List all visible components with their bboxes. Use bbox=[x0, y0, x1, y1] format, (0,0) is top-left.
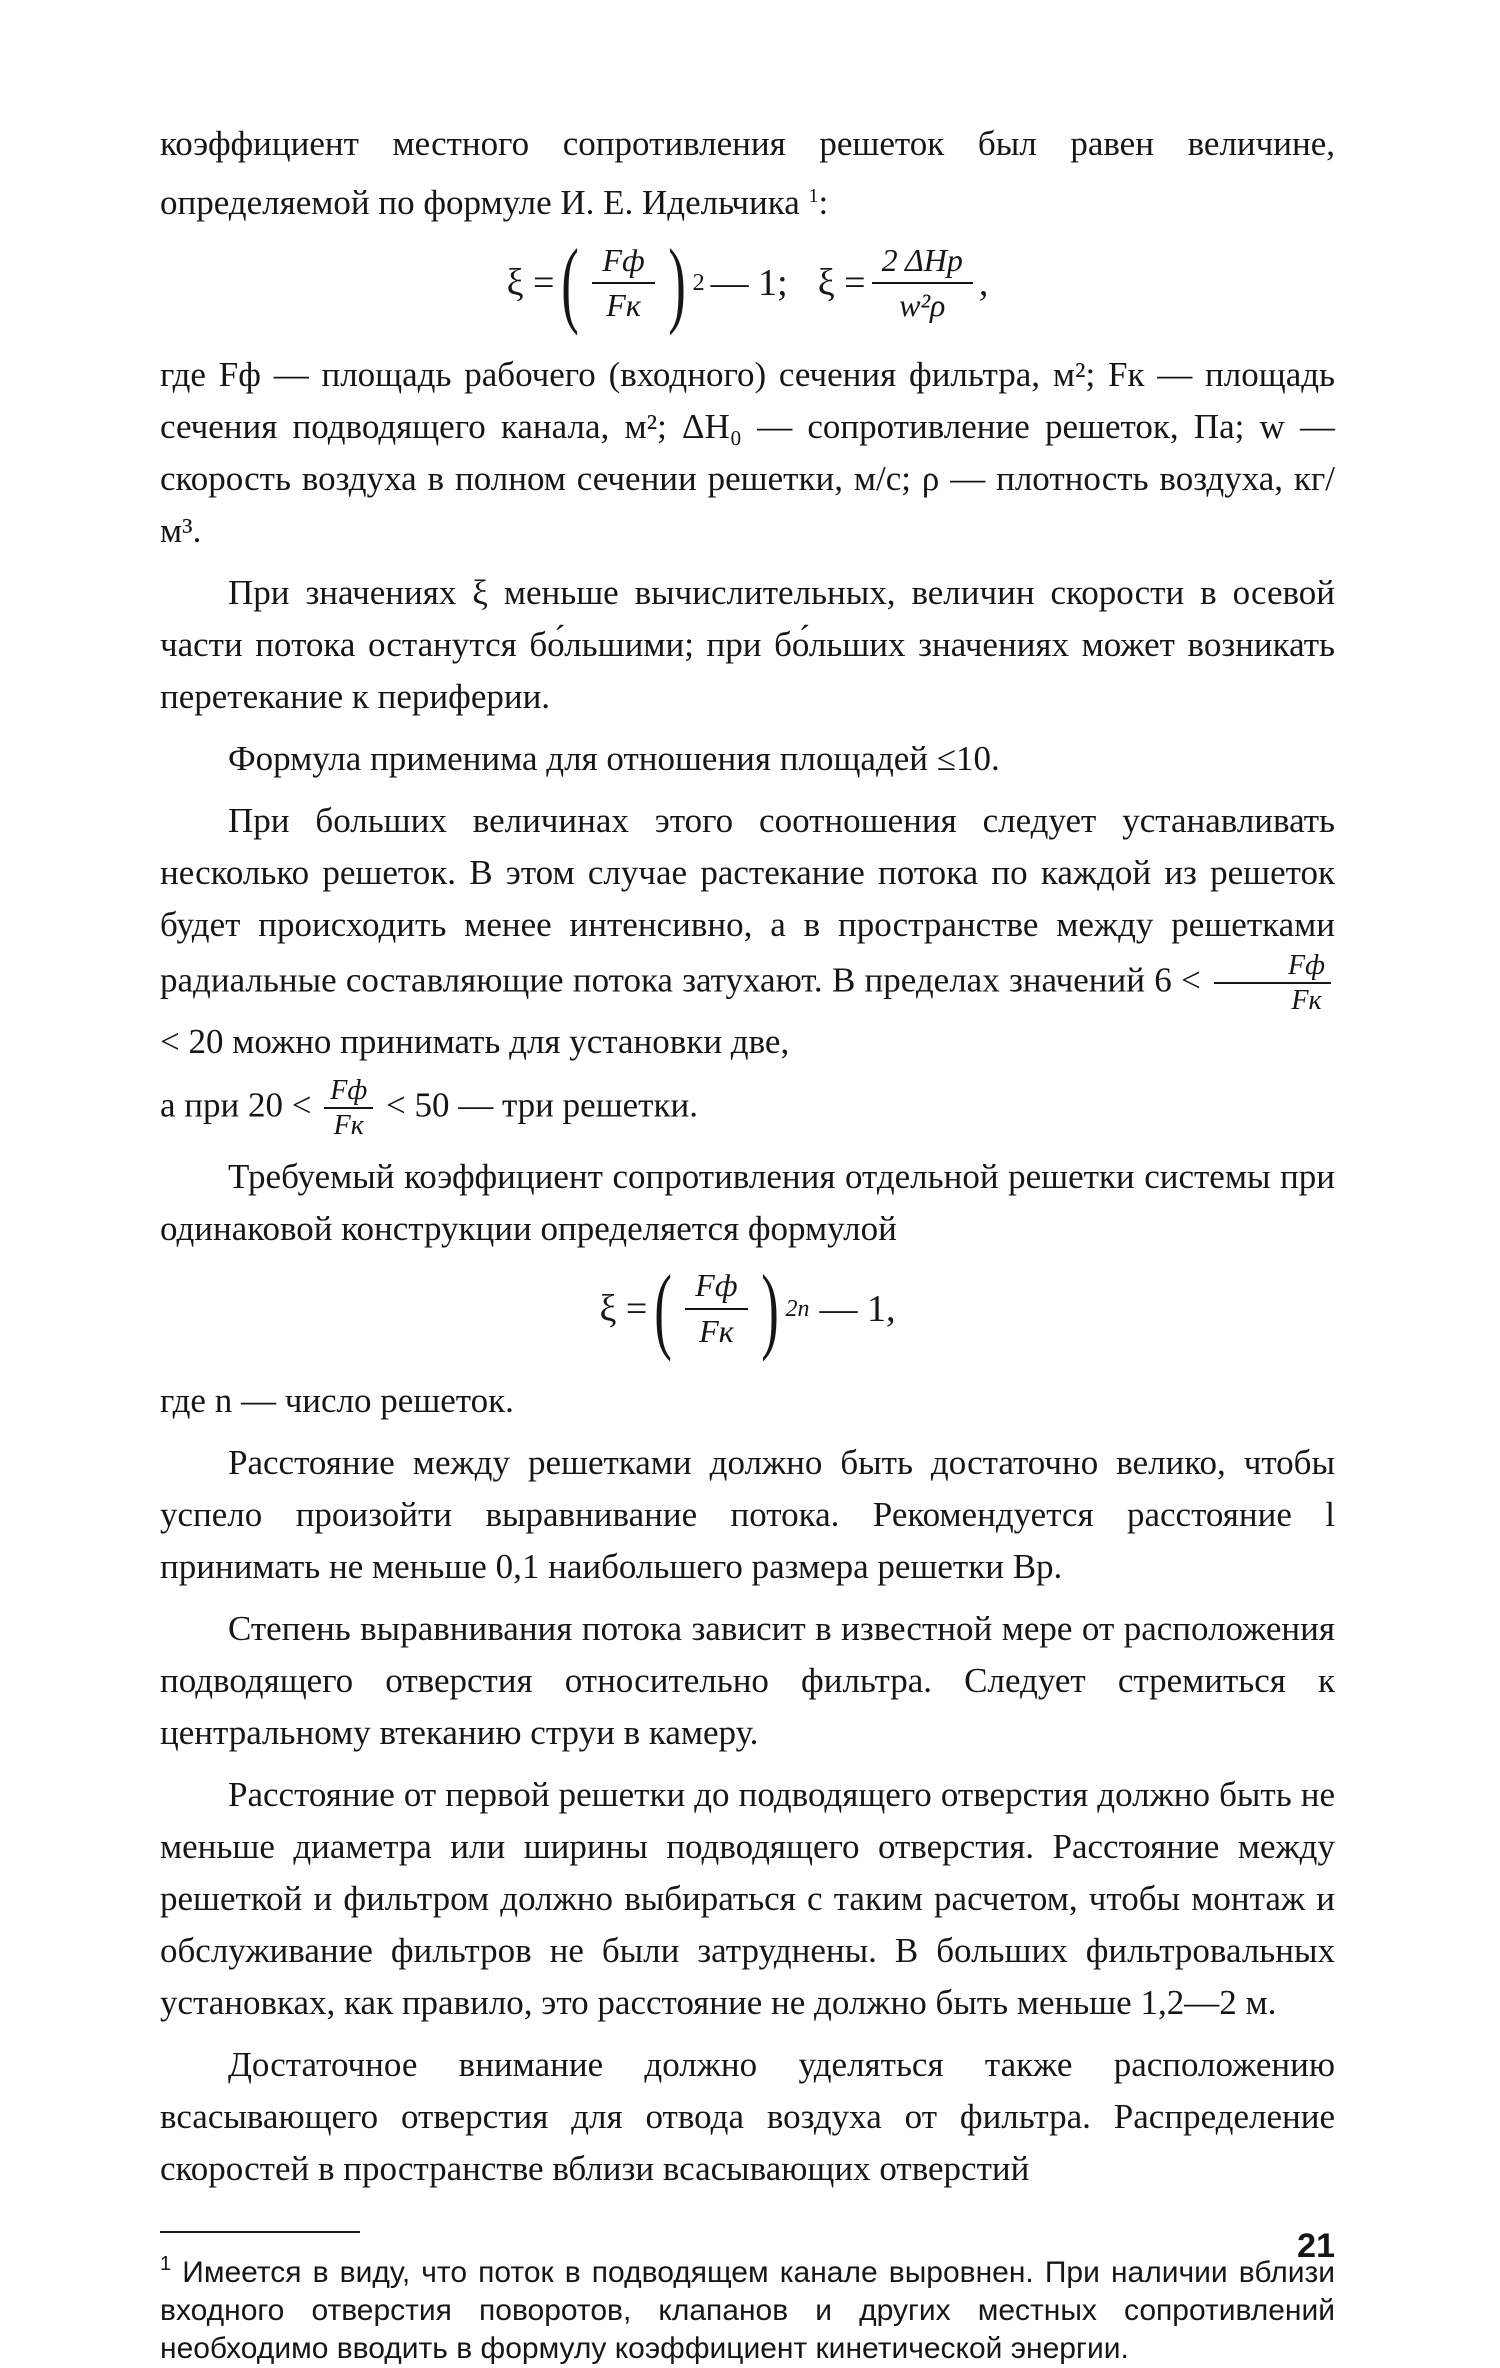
paragraph-6 bbox=[160, 1076, 1335, 1141]
inline-fraction-a bbox=[1214, 951, 1331, 1016]
paragraph-12: Достаточное внимание должно уделяться также расположению всасывающего отверстия для отвода воздуха от фильтра. Распределение скоростей в пространстве вблизи всасывающих отверстий bbox=[160, 2044, 1335, 2188]
page-body bbox=[160, 118, 1335, 2368]
formula1-denominator2: w²ρ bbox=[899, 287, 946, 323]
paragraph-5-mid: < 20 можно принимать для установки две, bbox=[160, 1021, 790, 1061]
inline-fraction-b bbox=[324, 1076, 373, 1141]
formula1-fraction2 bbox=[872, 243, 973, 323]
paragraph-5-text: При больших величинах этого соотношения следует устанавливать несколько решеток. В этом случае растекание потока по каждой из решеток будет происходить менее интенсивно, а в пространстве между решетками радиальные составляющие потока затухают. В пределах значений 6 < bbox=[160, 801, 1335, 1000]
paragraph-5 bbox=[160, 795, 1335, 1068]
formula1-tail: — 1; bbox=[710, 262, 788, 304]
paragraph-6-end: < 50 — три решетки. bbox=[385, 1085, 698, 1125]
inline-fraction-b-num: Fф bbox=[324, 1076, 373, 1109]
formula-multiple-grids bbox=[160, 1254, 1335, 1362]
formula1-left-paren: ( bbox=[561, 229, 580, 336]
formula1-numerator2: 2 ΔHр bbox=[872, 243, 973, 284]
footnote-text: Имеется в виду, что поток в подводящем канале выровнен. При наличии вблизи входного отверстия поворотов, клапанов и других местных сопротивлений необходимо вводить в формулу коэффициент кинетической энергии. bbox=[160, 2255, 1335, 2365]
paragraph-7: Требуемый коэффициент сопротивления отдельной решетки системы при одинаковой конструкции определяется формулой bbox=[160, 1156, 1335, 1248]
formula1-right-paren: ) bbox=[667, 229, 686, 336]
paragraph-1-text: коэффициент местного сопротивления решеток был равен величине, определяемой по формуле И. Е. Идельчика bbox=[160, 124, 1335, 222]
footnote-reference: 1 bbox=[808, 185, 819, 207]
formula1-lhs2: ξ = bbox=[817, 262, 866, 304]
paragraph-4: Формула применима для отношения площадей ≤10. bbox=[228, 739, 1000, 778]
inline-fraction-a-den: Fк bbox=[1291, 985, 1322, 1017]
paragraph-11: Расстояние от первой решетки до подводящего отверстия должно быть не меньше диаметра или ширины подводящего отверстия. Расстояние между решеткой и фильтром должно выбираться с таким расчетом, чтобы монтаж и обслуживание фильтров не были затруднены. В больших фильтровальных установках, как правило, это расстояние не должно быть меньше 1,2—2 м. bbox=[160, 1774, 1335, 2022]
paragraph-6-start: а при 20 < bbox=[160, 1085, 312, 1125]
paragraph-1-end: : bbox=[818, 183, 829, 222]
paragraph-10: Степень выравнивания потока зависит в известной мере от расположения подводящего отверстия относительно фильтра. Следует стремиться к центральному втеканию струи в камеру. bbox=[160, 1608, 1335, 1752]
formula-idelchik bbox=[160, 229, 1335, 336]
paragraph-9: Расстояние между решетками должно быть достаточно велико, чтобы успело произойти выравнивание потока. Рекомендуется расстояние l принимать не меньше 0,1 наибольшего размера решетки Bр. bbox=[160, 1442, 1335, 1586]
formula1-lhs: ξ = bbox=[506, 262, 555, 304]
formula1-denominator: Fк bbox=[606, 287, 641, 323]
page-number: 21 bbox=[1297, 2227, 1335, 2265]
footnote bbox=[160, 2245, 1335, 2368]
paragraph-8: где n — число решеток. bbox=[160, 1380, 514, 1420]
formula2-lhs: ξ = bbox=[599, 1287, 648, 1330]
formula1-numerator: Fф bbox=[592, 243, 654, 284]
footnote-divider bbox=[160, 2231, 360, 2233]
formula2-tail: — 1, bbox=[819, 1287, 896, 1330]
footnote-mark: 1 bbox=[160, 2252, 172, 2275]
formula2-denominator: Fк bbox=[699, 1312, 734, 1349]
paragraph-1 bbox=[160, 118, 1335, 229]
formula1-fraction bbox=[592, 243, 654, 323]
formula2-fraction bbox=[685, 1268, 747, 1348]
formula2-left-paren: ( bbox=[654, 1254, 673, 1362]
paragraph-2: где Fф — площадь рабочего (входного) сечения фильтра, м²; Fк — площадь сечения подводящего канала, м²; ΔH₀ — сопротивление решеток, Па; w — скорость воздуха в полном сечении решетки, м/с; ρ — плотность воздуха, кг/м³. bbox=[160, 355, 1335, 550]
formula2-right-paren: ) bbox=[760, 1254, 779, 1362]
paragraph-3: При значениях ξ меньше вычислительных, величин скорости в осевой части потока останутся бо́льшими; при бо́льших значениях может возникать перетекание к периферии. bbox=[160, 573, 1335, 716]
formula1-end: , bbox=[978, 262, 989, 304]
formula1-exponent: 2 bbox=[692, 270, 705, 296]
inline-fraction-b-den: Fк bbox=[333, 1110, 364, 1142]
formula2-numerator: Fф bbox=[685, 1268, 747, 1309]
formula2-exponent: 2n bbox=[785, 1295, 810, 1322]
inline-fraction-a-num: Fф bbox=[1214, 951, 1331, 984]
